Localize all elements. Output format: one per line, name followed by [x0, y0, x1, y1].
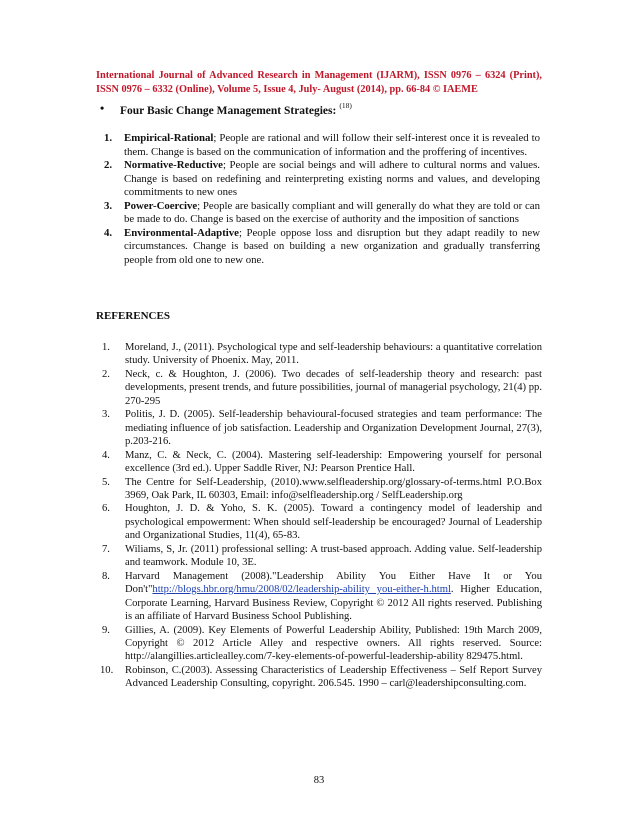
reference-number: 5.	[102, 476, 110, 488]
reference-text: Wiliams, S, Jr. (2011) professional selling: A trust-based approach. Adding value. Self-leadership and teamwork. Module 10, 3E.	[125, 543, 542, 569]
strategy-item	[104, 132, 540, 159]
strategy-term: Power-Coercive	[124, 199, 198, 212]
reference-item	[100, 543, 542, 570]
reference-item	[100, 341, 542, 368]
reference-list	[100, 341, 542, 691]
reference-item	[100, 624, 542, 664]
reference-text-post: . Higher Education, Corporate Learning, Harvard Business Review, Copyright © 2012 All rights reserved. Publishing is an affiliate of Harvard Business School Publishing.	[125, 584, 542, 623]
reference-number: 9.	[102, 624, 110, 636]
bullet-icon: •	[100, 101, 105, 115]
strategy-item	[104, 200, 540, 227]
reference-number: 1.	[102, 342, 110, 353]
strategy-item	[104, 227, 540, 268]
strategy-text: ; People are basically compliant and will generally do what they are told or can be made to do. Change is based on the exercise of authority and the imposition of sanctions	[124, 199, 540, 225]
section-citation: (18)	[339, 101, 352, 110]
journal-header	[96, 69, 542, 96]
references-heading: REFERENCES	[96, 310, 170, 322]
strategy-text: ; People are social beings and will adhere to cultural norms and values. Change is based on redefining and reinterpreting existing norms and values, and developing commitments to new ones	[124, 159, 540, 198]
reference-number: 4.	[102, 449, 110, 461]
journal-header-line-1: International Journal of Advanced Research in Management (IJARM), ISSN 0976 – 6324 (Print),	[96, 70, 542, 81]
reference-text-pre: Harvard Management (2008)."Leadership Ability You Either Have It or You Don't"	[125, 570, 542, 596]
section-title	[120, 101, 352, 117]
reference-item	[100, 570, 542, 624]
reference-number: 6.	[102, 503, 110, 515]
reference-link[interactable]: http://blogs.hbr.org/hmu/2008/02/leadership-ability you-either-h.html	[152, 584, 451, 596]
strategy-number: 1.	[104, 132, 113, 144]
reference-item	[100, 408, 542, 448]
strategy-number: 3.	[104, 199, 113, 212]
reference-item	[100, 476, 542, 503]
reference-item	[100, 664, 542, 691]
reference-text: Politis, J. D. (2005). Self-leadership behavioural-focused strategies and team performance: The mediating influence of job satisfaction. Leadership and Organization Development Journal, 27(3), p.203-216.	[125, 409, 542, 448]
reference-item	[100, 368, 542, 408]
reference-text: Houghton, J. D. & Yoho, S. K. (2005). Toward a contingency model of leadership and psychological empowerment: When should self-leadership be encouraged? Journal of Leadership and Organizational Studies, 11(4), 65-83.	[125, 503, 542, 542]
reference-text: The Centre for Self-Leadership, (2010).www.selfleadership.org/glossary-of-terms.html P.O.Box 3969, Oak Park, IL 60303, Email: info@selfleadership.org / SelfLeadership.org	[125, 476, 542, 501]
reference-number: 3.	[102, 409, 110, 421]
strategy-item	[104, 159, 540, 200]
strategy-term: Environmental-Adaptive	[124, 226, 239, 239]
reference-text: Manz, C. & Neck, C. (2004). Mastering self-leadership: Empowering yourself for personal excellence (3rd ed.). Upper Saddle River, NJ: Pearson Prentice Hall.	[125, 449, 542, 475]
strategy-text: ; People are rational and will follow their self-interest once it is revealed to them. Change is based on the communication of information and the proffering of incentives.	[124, 132, 540, 158]
reference-number: 10.	[100, 664, 114, 676]
reference-number: 8.	[102, 570, 110, 582]
strategy-number: 2.	[104, 159, 113, 171]
reference-text: Gillies, A. (2009). Key Elements of Powerful Leadership Ability, Published: 19th March 2009, Copyright © 2012 Article Alley and respective owners. All rights reserved. Source: http://alangillies.articlealley.com/7-key-elements-of-powerful-leadership-ability 829475.html.	[125, 624, 542, 663]
journal-header-line-2: ISSN 0976 – 6332 (Online), Volume 5, Issue 4, July- August (2014), pp. 66-84 © IAEME	[96, 83, 478, 95]
section-title-text: Four Basic Change Management Strategies:	[120, 105, 337, 117]
reference-item	[100, 449, 542, 476]
reference-item	[100, 502, 542, 542]
reference-text: Robinson, C.(2003). Assessing Characteristics of Leadership Effectiveness – Self Report Survey Advanced Leadership Consulting, copyright. 206.545. 1990 – carl@leadershipconsulting.com.	[125, 664, 542, 690]
reference-text: Moreland, J., (2011). Psychological type and self-leadership behaviours: a quantitative correlation study. University of Phoenix. May, 2011.	[125, 342, 542, 367]
strategy-list	[104, 132, 540, 267]
strategy-term: Empirical-Rational	[124, 132, 214, 144]
reference-number: 2.	[102, 368, 110, 380]
strategy-text: ; People oppose loss and disruption but they adapt readily to new circumstances. Change is based on building a new organization and gradually transferring people from old one to new one.	[124, 226, 540, 266]
strategy-term: Normative-Reductive	[124, 159, 223, 171]
strategy-number: 4.	[104, 226, 113, 239]
reference-number: 7.	[102, 543, 110, 555]
page-number: 83	[313, 775, 325, 786]
reference-text: Neck, c. & Houghton, J. (2006). Two decades of self-leadership theory and research: past developments, present trends, and future possibilities, journal of managerial psychology, 21(4) pp. 270-295	[125, 368, 542, 407]
